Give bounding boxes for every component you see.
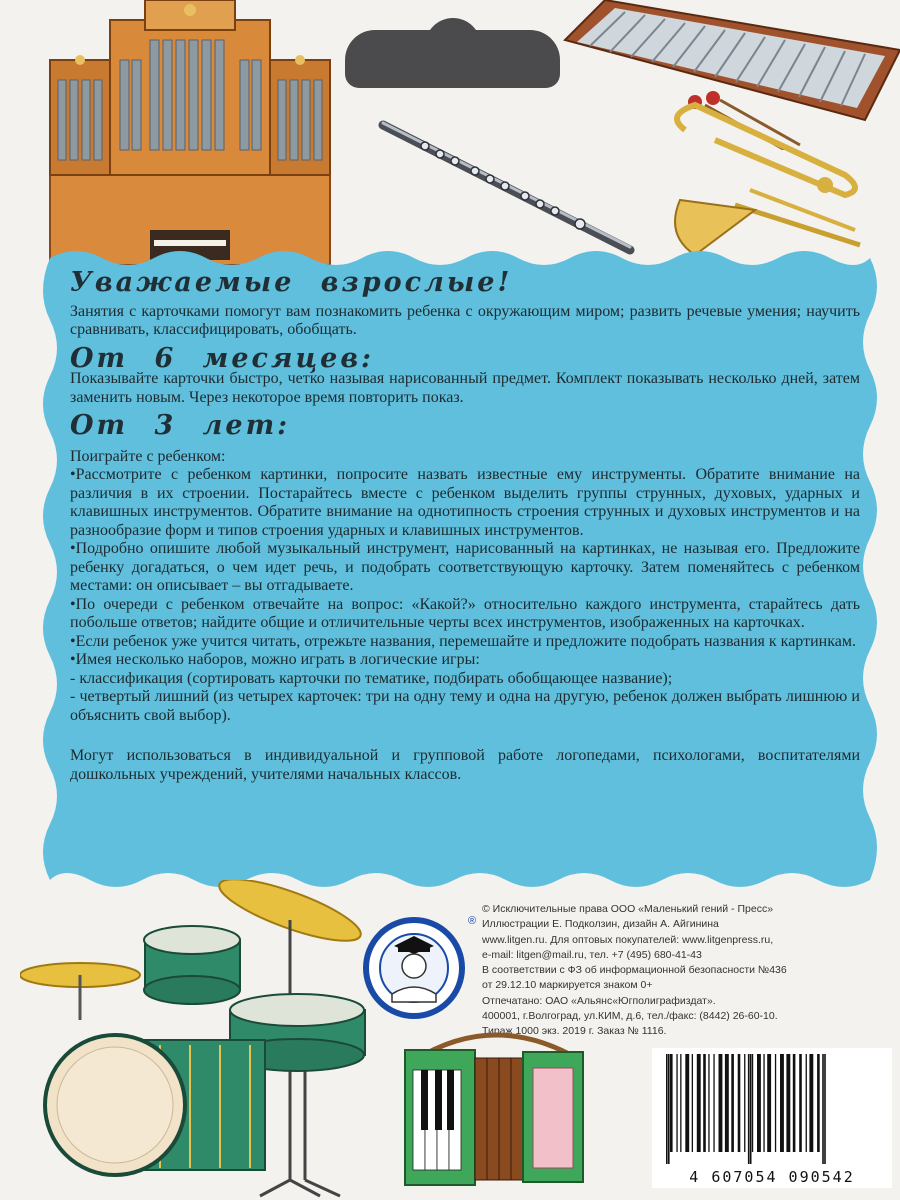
age-6-months-heading: От 6 месяцев: bbox=[70, 342, 375, 374]
age-6-months-text: Показывайте карточки быстро, четко называя нарисованный предмет. Комплект показывать несколько дней, затем заменить новым. Через некоторое время повторить показ. bbox=[70, 370, 860, 406]
list-item: - классификация (сортировать карточки по тематике, подбирать обобщающее название); bbox=[70, 669, 673, 687]
logo-mark: ® bbox=[468, 915, 477, 927]
barcode-bars bbox=[652, 1048, 892, 1168]
age-3-years-heading: От 3 лет: bbox=[70, 410, 291, 441]
list-item: •Если ребенок уже учится читать, отрежьте названия, перемешайте и предложите подобрать названия к картинкам. bbox=[70, 632, 856, 650]
list-item: •Подробно опишите любой музыкальный инструмент, нарисованный на картинках, не называя его. Предложите ребенку догадаться, о чем идет речь, и подобрать соответствующую карточку. Затем поменяйтесь с ребенком местами: он описывает – вы отгадываете. bbox=[70, 540, 860, 594]
footer-line: www.litgen.ru. Для оптовых покупателей: www.litgenpress.ru, bbox=[482, 933, 774, 946]
barcode bbox=[652, 1048, 892, 1188]
trombone-icon bbox=[655, 95, 870, 260]
footer-line: © Исключительные права ООО «Маленький гений - Пресс» bbox=[482, 903, 774, 915]
drum-kit-icon bbox=[20, 880, 405, 1198]
list-item: •Рассмотрите с ребенком картинки, попросите назвать известные ему инструменты. Обратите внимание на различия в их строении. Постарайтесь вместе с ребенком выделить группы струнных, духовых, ударных и клавишных инструментов. Обратите внимание на однотипность строения струнных и духовых инструментов и на разнообразие форм и типов строения ударных и клавишных инструментов. bbox=[70, 466, 860, 539]
footer-line: В соответствии с ФЗ об информационной безопасности №436 bbox=[482, 964, 787, 977]
list-item: •По очереди с ребенком отвечайте на вопрос: «Какой?» относительно каждого инструмента, старайтесь дать побольше ответов; найдите общие и отличительные черты всех инструментов, изображенных на карточках. bbox=[70, 595, 860, 631]
list-item: •Имея несколько наборов, можно играть в логические игры: bbox=[70, 651, 480, 668]
list-item: - четвертый лишний (из четырех карточек: три на одну тему и одна на другую, ребенок должен выбрать лишнюю и объяснить свой выбор). bbox=[70, 688, 860, 724]
intro-paragraph: Занятия с карточками помогут вам познакомить ребенка с окружающим миром; развить речевые умения; научить сравнивать, классифицировать, обобщать. bbox=[70, 302, 860, 338]
hang-hole bbox=[345, 30, 560, 88]
play-intro: Поиграйте с ребенком: bbox=[70, 447, 226, 465]
footer-line: e-mail: litgen@mail.ru, тел. +7 (495) 680-41-43 bbox=[482, 948, 702, 961]
footer-line: Отпечатано: ОАО «Альянс«Югполиграфиздат». bbox=[482, 994, 716, 1007]
footer-line: Иллюстрации Е. Подколзин, дизайн А. Айгинина bbox=[482, 918, 719, 931]
accordion-icon bbox=[395, 1020, 595, 1198]
footer-line: 400001, г.Волгоград, ул.КИМ, д.6, тел./факс: (8442) 26-60-10. bbox=[482, 1010, 778, 1023]
instructions bbox=[70, 268, 860, 784]
main-heading: Уважаемые взрослые! bbox=[70, 267, 513, 298]
footer-line: от 29.12.10 маркируется знаком 0+ bbox=[482, 979, 653, 992]
footer-line: Тираж 1000 экз. 2019 г. Заказ № 1116. bbox=[482, 1025, 667, 1038]
brand-logo-icon bbox=[356, 910, 480, 1020]
barcode-number: 4 607054 090542 bbox=[689, 1168, 855, 1186]
organ-icon bbox=[40, 0, 340, 265]
closing-paragraph: Могут использоваться в индивидуальной и групповой работе логопедами, психологами, воспитателями дошкольных учреждений, учителями начальных классов. bbox=[70, 747, 860, 783]
